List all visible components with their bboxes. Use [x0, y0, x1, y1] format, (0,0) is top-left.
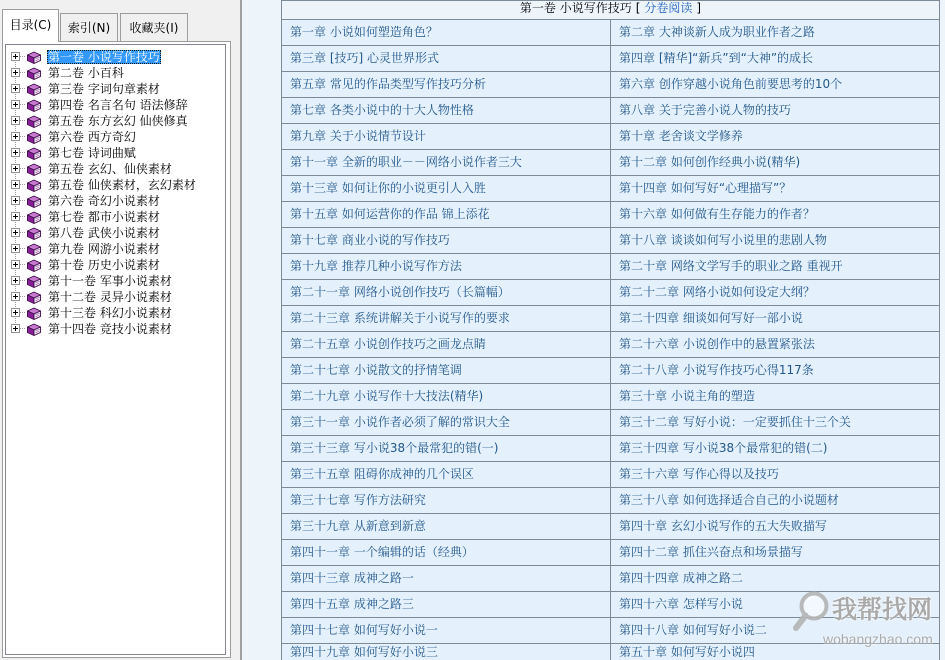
chapter-link[interactable]: 第二十二章 网络小说如何设定大纲？ — [611, 280, 939, 305]
expand-plus-icon[interactable] — [11, 212, 20, 221]
tree-item-label[interactable]: 第十一卷 军事小说素材 — [48, 274, 172, 288]
book-icon — [26, 274, 42, 289]
watermark-site: wobangzhao.com — [823, 631, 933, 647]
tree-item-label[interactable]: 第十四卷 竞技小说素材 — [48, 322, 172, 336]
expand-plus-icon[interactable] — [11, 164, 20, 173]
chapter-link[interactable]: 第十八章 谈谈如何写小说里的悲剧人物 — [611, 228, 939, 253]
tree-connector — [20, 264, 25, 265]
expand-plus-icon[interactable] — [11, 308, 20, 317]
tree-item[interactable] — [6, 193, 220, 209]
tree-connector — [20, 168, 25, 169]
tree-connector — [20, 248, 25, 249]
tree-item[interactable] — [6, 289, 220, 305]
tree-item[interactable] — [6, 65, 220, 81]
book-icon — [26, 162, 42, 177]
expand-plus-icon[interactable] — [11, 324, 20, 333]
chapter-link[interactable]: 第十二章 如何创作经典小说(精华) — [611, 150, 939, 175]
chapter-link[interactable]: 第十三章 如何让你的小说更引人入胜 — [282, 176, 610, 201]
volume-header — [282, 1, 939, 19]
expand-plus-icon[interactable] — [11, 244, 20, 253]
chapter-link[interactable]: 第四十七章 如何写好小说一 — [282, 618, 610, 643]
chapter-link[interactable]: 第四十三章 成神之路一 — [282, 566, 610, 591]
book-icon — [26, 210, 42, 225]
chapter-link[interactable]: 第四十五章 成神之路三 — [282, 592, 610, 617]
chapter-link[interactable]: 第三十六章 写作心得以及技巧 — [611, 462, 939, 487]
chapter-link[interactable]: 第三十一章 小说作者必须了解的常识大全 — [282, 410, 610, 435]
chapter-link[interactable]: 第十五章 如何运营你的作品 锦上添花 — [282, 202, 610, 227]
chapter-link[interactable]: 第四章 [精华]“新兵”到“大神”的成长 — [611, 46, 939, 71]
chapter-link[interactable]: 第二十八章 小说写作技巧心得117条 — [611, 358, 939, 383]
tab-favorites[interactable]: 收藏夹(I) — [120, 13, 188, 41]
tree-item-label[interactable]: 第六卷 奇幻小说素材 — [48, 194, 160, 208]
tree-item[interactable] — [6, 305, 220, 321]
chapter-link[interactable]: 第三十四章 写小说38个最常犯的错(二) — [611, 436, 939, 461]
book-icon — [26, 258, 42, 273]
tree-connector — [20, 56, 25, 57]
magnifier-icon — [790, 588, 832, 636]
book-icon — [26, 242, 42, 257]
chapter-link[interactable]: 第三章 [技巧] 心灵世界形式 — [282, 46, 610, 71]
tree-item[interactable] — [6, 113, 220, 129]
book-icon — [26, 130, 42, 145]
expand-plus-icon[interactable] — [11, 148, 20, 157]
tree-item-label[interactable]: 第八卷 武侠小说素材 — [48, 226, 160, 240]
chapter-link[interactable]: 第四十四章 成神之路二 — [611, 566, 939, 591]
expand-plus-icon[interactable] — [11, 132, 20, 141]
expand-plus-icon[interactable] — [11, 260, 20, 269]
tree-item[interactable] — [6, 49, 220, 65]
expand-plus-icon[interactable] — [11, 116, 20, 125]
book-icon — [26, 50, 42, 65]
tree-connector — [20, 120, 25, 121]
tree-item-label[interactable]: 第七卷 诗词曲赋 — [48, 146, 136, 160]
tree-item-label[interactable]: 第十三卷 科幻小说素材 — [48, 306, 172, 320]
tree-connector — [20, 184, 25, 185]
tree-connector — [20, 72, 25, 73]
content-pane[interactable] — [240, 0, 945, 660]
expand-plus-icon[interactable] — [11, 228, 20, 237]
chapter-link[interactable]: 第三十九章 从新意到新意 — [282, 514, 610, 539]
open-bracket: [ — [635, 1, 641, 15]
chapter-link[interactable]: 第四十章 玄幻小说写作的五大失败描写 — [611, 514, 939, 539]
book-icon — [26, 82, 42, 97]
chapter-link[interactable]: 第三十三章 写小说38个最常犯的错(一) — [282, 436, 610, 461]
tree-connector — [20, 328, 25, 329]
tree-item-label[interactable]: 第五卷 东方玄幻 仙侠修真 — [48, 114, 188, 128]
tree-connector — [20, 200, 25, 201]
chapter-link[interactable]: 第二十七章 小说散文的抒情笔调 — [282, 358, 610, 383]
tree-item-label[interactable]: 第七卷 都市小说素材 — [48, 210, 160, 224]
chapter-link[interactable]: 第六章 创作穿越小说角色前要思考的10个 — [611, 72, 939, 97]
chapter-link[interactable]: 第二十五章 小说创作技巧之画龙点睛 — [282, 332, 610, 357]
tree-item-label[interactable]: 第三卷 字词句章素材 — [48, 82, 160, 96]
chapter-link[interactable]: 第十七章 商业小说的写作技巧 — [282, 228, 610, 253]
tab-contents[interactable]: 目录(C) — [2, 9, 59, 42]
tree-connector — [20, 104, 25, 105]
chapter-link[interactable]: 第十四章 如何写好“心理描写”？ — [611, 176, 939, 201]
chapter-link[interactable]: 第十六章 如何做有生存能力的作者？ — [611, 202, 939, 227]
chapter-link[interactable]: 第二十九章 小说写作十大技法(精华) — [282, 384, 610, 409]
chapter-link[interactable]: 第二十三章 系统讲解关于小说写作的要求 — [282, 306, 610, 331]
tab-panel — [2, 41, 231, 658]
tree-item-label[interactable]: 第五卷 仙侠素材，玄幻素材 — [48, 178, 196, 192]
expand-plus-icon[interactable] — [11, 68, 20, 77]
chapter-link[interactable]: 第二十章 网络文学写手的职业之路 重视开 — [611, 254, 939, 279]
chapter-link[interactable]: 第三十五章 阻碍你成神的几个误区 — [282, 462, 610, 487]
expand-plus-icon[interactable] — [11, 84, 20, 93]
tree-item-label[interactable]: 第五卷 玄幻、仙侠素材 — [48, 162, 172, 176]
chapter-link[interactable]: 第一章 小说如何塑造角色？ — [282, 20, 610, 45]
expand-plus-icon[interactable] — [11, 180, 20, 189]
tree-item[interactable] — [6, 161, 220, 177]
watermark-name: 我帮找网 — [832, 595, 933, 624]
chapter-link[interactable]: 第十章 老舍谈文学修养 — [611, 124, 939, 149]
expand-plus-icon[interactable] — [11, 196, 20, 205]
book-icon — [26, 114, 42, 129]
read-volume-link[interactable]: 分卷阅读 — [644, 1, 693, 15]
tree-item-label[interactable]: 第九卷 网游小说素材 — [48, 242, 160, 256]
book-icon — [26, 226, 42, 241]
chapter-link[interactable]: 第四十一章 一个编辑的话（经典） — [282, 540, 610, 565]
tree-connector — [20, 280, 25, 281]
book-icon — [26, 322, 42, 337]
chapter-link[interactable]: 第十九章 推荐几种小说写作方法 — [282, 254, 610, 279]
chapter-link[interactable]: 第三十章 小说主角的塑造 — [611, 384, 939, 409]
tree-connector — [20, 216, 25, 217]
tree-connector — [20, 296, 25, 297]
chapter-link[interactable]: 第三十八章 如何选择适合自己的小说题材 — [611, 488, 939, 513]
tree-item-label[interactable]: 第四卷 名言名句 语法修辞 — [48, 98, 188, 112]
book-icon — [26, 98, 42, 113]
chapter-link[interactable]: 第四十九章 如何写好小说三 — [282, 644, 610, 660]
tree-item-label[interactable]: 第二卷 小百科 — [48, 66, 124, 80]
tree-item[interactable] — [6, 177, 220, 193]
expand-plus-icon[interactable] — [11, 276, 20, 285]
chapter-link[interactable]: 第三十二章 写好小说：一定要抓住十三个关 — [611, 410, 939, 435]
tree-connector — [20, 136, 25, 137]
tree-item[interactable] — [6, 97, 220, 113]
chapter-link[interactable]: 第五十章 如何写好小说四 — [611, 644, 939, 660]
tree-connector — [20, 88, 25, 89]
book-icon — [26, 290, 42, 305]
chapter-link[interactable]: 第四十六章 怎样写小说 — [611, 592, 939, 617]
tree-item-label[interactable]: 第一卷 小说写作技巧 — [48, 50, 160, 64]
chapter-link[interactable]: 第十一章 全新的职业－－网络小说作者三大 — [282, 150, 610, 175]
chapter-link[interactable]: 第二十四章 细谈如何写好一部小说 — [611, 306, 939, 331]
tree-item[interactable] — [6, 209, 220, 225]
book-icon — [26, 306, 42, 321]
chapter-link[interactable]: 第二十一章 网络小说创作技巧（长篇幅） — [282, 280, 610, 305]
chapter-link[interactable]: 第二章 大神谈新人成为职业作者之路 — [611, 20, 939, 45]
contents-tree[interactable] — [5, 44, 226, 655]
chapter-link[interactable]: 第四十二章 抓住兴奋点和场景描写 — [611, 540, 939, 565]
tree-item-label[interactable]: 第十二卷 灵异小说素材 — [48, 290, 172, 304]
tree-item[interactable] — [6, 273, 220, 289]
tree-item[interactable] — [6, 257, 220, 273]
tree-item[interactable] — [6, 81, 220, 97]
tree-item[interactable] — [6, 145, 220, 161]
navigation-pane — [0, 0, 232, 660]
tree-items — [6, 49, 220, 337]
tree-item[interactable] — [6, 129, 220, 145]
tree-item[interactable] — [6, 225, 220, 241]
chapter-link[interactable]: 第七章 各类小说中的十大人物性格 — [282, 98, 610, 123]
chapter-table — [281, 0, 940, 660]
volume-title: 第一卷 小说写作技巧 — [519, 1, 632, 15]
expand-plus-icon[interactable] — [11, 100, 20, 109]
book-icon — [26, 194, 42, 209]
book-icon — [26, 66, 42, 81]
tree-item[interactable] — [6, 321, 220, 337]
chapter-link[interactable]: 第四十八章 如何写好小说二 — [611, 618, 939, 643]
tree-item-label[interactable]: 第六卷 西方奇幻 — [48, 130, 136, 144]
tree-connector — [20, 152, 25, 153]
expand-plus-icon[interactable] — [11, 292, 20, 301]
book-icon — [26, 146, 42, 161]
tree-item-label[interactable]: 第十卷 历史小说素材 — [48, 258, 160, 272]
tree-connector — [20, 232, 25, 233]
chapter-link[interactable]: 第二十六章 小说创作中的悬置紧张法 — [611, 332, 939, 357]
tab-index[interactable]: 索引(N) — [60, 13, 118, 41]
chapter-link[interactable]: 第三十七章 写作方法研究 — [282, 488, 610, 513]
book-icon — [26, 178, 42, 193]
close-bracket: ] — [696, 1, 702, 15]
chapter-link[interactable]: 第五章 常见的作品类型写作技巧分析 — [282, 72, 610, 97]
chapter-link[interactable]: 第八章 关于完善小说人物的技巧 — [611, 98, 939, 123]
expand-plus-icon[interactable] — [11, 52, 20, 61]
tree-connector — [20, 312, 25, 313]
chapter-link[interactable]: 第九章 关于小说情节设计 — [282, 124, 610, 149]
tree-item[interactable] — [6, 241, 220, 257]
